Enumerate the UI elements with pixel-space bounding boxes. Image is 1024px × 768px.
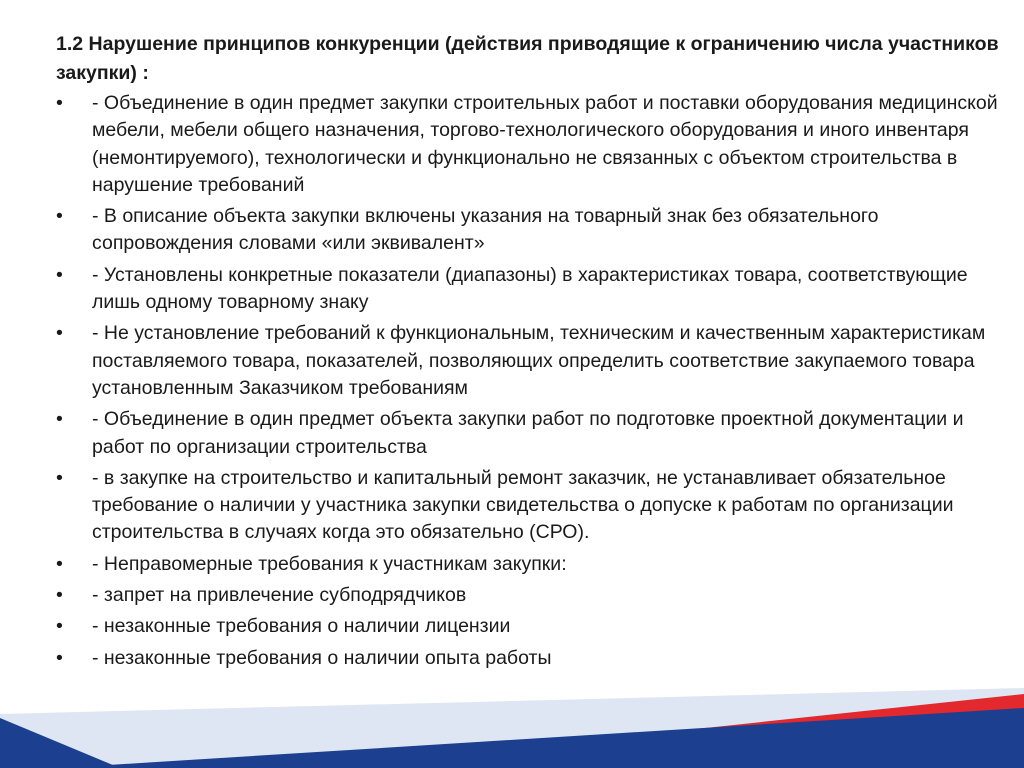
bullet-marker: • [56, 615, 63, 638]
footer-decoration [0, 688, 1024, 768]
bullet-text: - запрет на привлечение субподрядчиков [92, 584, 467, 607]
bullet-marker: • [56, 263, 63, 286]
bullet-item [56, 320, 1006, 402]
bullet-text: - Объединение в один предмет закупки строительных работ и поставки оборудования медицинской мебели, мебели общего назначения, торгово-технологического оборудования и иного инвентаря (немонтируемого), технологически и функционально не связанных с объектом строительства в нарушение требований [92, 92, 998, 196]
bullet-marker: • [56, 466, 63, 489]
bullet-item [56, 262, 1006, 317]
slide-heading: 1.2 Нарушение принципов конкуренции (действия приводящие к ограничению числа участников закупки) : [56, 33, 999, 84]
bullet-text: - Объединение в один предмет объекта закупки работ по подготовке проектной документации и работ по организации строительства [92, 408, 964, 458]
bullet-marker: • [56, 92, 63, 114]
bullet-marker: • [56, 584, 63, 607]
bullet-list [56, 90, 1006, 672]
bullet-text: - Неправомерные требования к участникам закупки: [92, 552, 567, 575]
bullet-item [56, 613, 1006, 640]
bullet-marker: • [56, 408, 63, 431]
slide-content [56, 30, 1006, 676]
bullet-marker: • [56, 646, 63, 669]
bullet-item [56, 465, 1006, 547]
bullet-text: - незаконные требования о наличии лицензии [92, 615, 511, 638]
bullet-text: - незаконные требования о наличии опыта работы [92, 646, 552, 669]
bullet-marker: • [56, 552, 63, 575]
bullet-text: - В описание объекта закупки включены указания на товарный знак без обязательного сопровождения словами «или эквивалент» [92, 205, 879, 255]
bullet-text: - в закупке на строительство и капитальный ремонт заказчик, не устанавливает обязательное требование о наличии у участника закупки свидетельства о допуске к работам по организации строительства в случаях когда это обязательно (СРО). [92, 466, 954, 544]
bullet-item [56, 90, 1006, 199]
bullet-text: - Установлены конкретные показатели (диапазоны) в характеристиках товара, соответствующие лишь одному товарному знаку [92, 263, 968, 314]
bullet-item [56, 551, 1006, 578]
bullet-text: - Не установление требований к функциональным, техническим и качественным характеристикам поставляемого товара, показателей, позволяющих определить соответствие закупаемого товара установленным Заказчиком требованиям [92, 322, 986, 399]
bullet-item [56, 203, 1006, 258]
bullet-item [56, 582, 1006, 609]
bullet-item [56, 406, 1006, 461]
bullet-marker: • [56, 205, 63, 228]
bullet-item [56, 645, 1006, 672]
bullet-marker: • [56, 322, 63, 345]
